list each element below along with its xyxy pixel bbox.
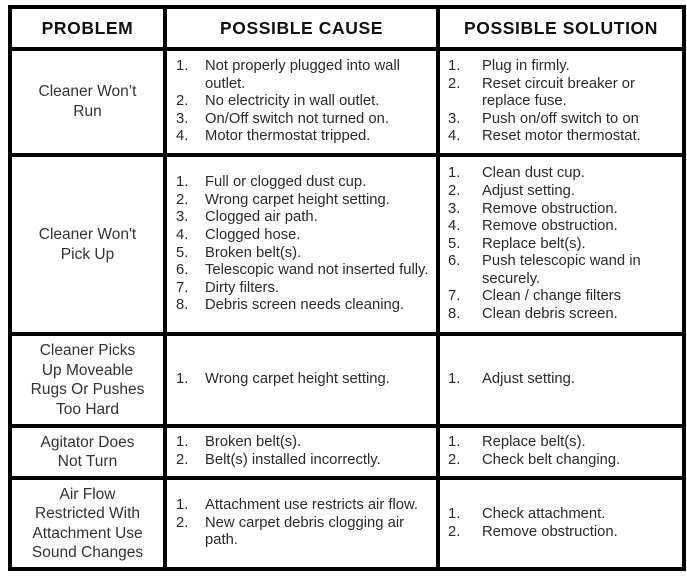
problem-line: Air Flow — [59, 485, 116, 503]
item-text: Push on/off switch to on — [482, 110, 639, 127]
item-number: 3. — [176, 110, 189, 127]
solution-cell — [438, 334, 684, 426]
item-number: 4. — [176, 128, 189, 145]
item-number: 1. — [176, 57, 189, 74]
item-number: 1. — [448, 434, 461, 451]
list-item — [440, 201, 678, 219]
item-text: Replace belt(s). — [482, 434, 586, 451]
list-item — [167, 93, 432, 111]
solution-cell — [438, 155, 684, 334]
list-item — [167, 174, 432, 192]
item-text: Wrong carpet height setting. — [205, 371, 390, 388]
table-row — [10, 478, 684, 569]
item-text: Broken belt(s). — [205, 244, 302, 261]
cause-cell — [165, 49, 438, 155]
item-text: Remove obstruction. — [482, 523, 618, 540]
list-item — [440, 76, 678, 111]
header-row — [10, 7, 684, 49]
item-text: Clogged hose. — [205, 226, 301, 243]
table-row — [10, 49, 684, 155]
item-number: 3. — [448, 110, 461, 127]
item-text: Dirty filters. — [205, 279, 279, 296]
cause-list — [167, 174, 436, 315]
item-number: 8. — [448, 306, 461, 323]
list-item — [440, 506, 678, 524]
list-item — [440, 524, 678, 542]
item-text: Clean / change filters — [482, 288, 622, 305]
item-number: 4. — [448, 218, 461, 235]
cause-list — [167, 371, 436, 389]
list-item — [440, 111, 678, 129]
item-number: 1. — [448, 371, 461, 388]
problem-line: Too Hard — [56, 400, 119, 418]
item-number: 2. — [176, 452, 189, 469]
list-item — [440, 58, 678, 76]
item-text: On/Off switch not turned on. — [205, 110, 389, 127]
problem-line: Cleaner Won't — [38, 226, 137, 243]
list-item — [440, 434, 678, 452]
item-text: Not properly plugged into wall outlet. — [205, 57, 400, 92]
item-number: 6. — [448, 253, 461, 270]
item-text: Clean debris screen. — [482, 306, 618, 323]
cause-list — [167, 58, 436, 146]
list-item — [440, 452, 678, 470]
item-number: 2. — [176, 514, 189, 531]
item-text: Belt(s) installed incorrectly. — [205, 452, 381, 469]
table-row — [10, 334, 684, 426]
item-number: 1. — [176, 497, 189, 514]
item-text: Wrong carpet height setting. — [205, 191, 390, 208]
list-item — [167, 452, 432, 470]
problem-line: Pick Up — [60, 245, 115, 263]
solution-list — [440, 434, 682, 469]
cause-cell — [165, 334, 438, 426]
problem-line: Rugs Or Pushes — [30, 381, 145, 399]
solution-list — [440, 58, 682, 146]
list-item — [167, 128, 432, 146]
problem-line: Sound Changes — [31, 544, 144, 562]
item-text: Adjust setting. — [482, 371, 575, 388]
solution-cell — [438, 478, 684, 569]
problem-cell — [10, 478, 165, 569]
item-number: 1. — [448, 57, 461, 74]
header-problem: PROBLEM — [10, 7, 165, 49]
list-item — [440, 236, 678, 254]
cause-cell — [165, 478, 438, 569]
problem-cell — [10, 426, 165, 478]
item-number: 3. — [176, 209, 189, 226]
list-item — [440, 253, 678, 288]
item-text: Clean dust cup. — [482, 165, 585, 182]
cause-cell — [165, 426, 438, 478]
list-item — [440, 288, 678, 306]
item-number: 3. — [448, 200, 461, 217]
problem-line: Cleaner Won’t — [38, 83, 137, 101]
problem-cell — [10, 49, 165, 155]
item-text: Adjust setting. — [482, 182, 575, 199]
item-text: Remove obstruction. — [482, 218, 618, 235]
item-text: Full or clogged dust cup. — [205, 174, 367, 191]
list-item — [167, 227, 432, 245]
list-item — [440, 165, 678, 183]
item-text: Check attachment. — [482, 506, 606, 523]
problem-line: Cleaner Picks — [39, 342, 136, 360]
item-text: Plug in firmly. — [482, 57, 570, 74]
item-number: 6. — [176, 262, 189, 279]
item-text: Check belt changing. — [482, 452, 621, 469]
item-number: 7. — [176, 279, 189, 296]
cause-list — [167, 434, 436, 469]
item-number: 5. — [448, 235, 461, 252]
item-number: 2. — [448, 452, 461, 469]
item-text: Broken belt(s). — [205, 434, 302, 451]
item-text: Attachment use restricts air flow. — [205, 497, 418, 514]
list-item — [167, 280, 432, 298]
item-text: New carpet debris clogging air path. — [205, 514, 405, 549]
item-number: 1. — [448, 165, 461, 182]
solution-list — [440, 371, 682, 389]
item-text: Clogged air path. — [205, 209, 318, 226]
item-text: Replace belt(s). — [482, 235, 586, 252]
item-number: 1. — [176, 371, 189, 388]
problem-line: Attachment Use — [32, 524, 143, 542]
list-item — [440, 371, 678, 389]
item-number: 2. — [176, 93, 189, 110]
problem-line: Agitator Does — [40, 433, 135, 451]
list-item — [440, 218, 678, 236]
cause-list — [167, 497, 436, 550]
list-item — [167, 58, 432, 93]
list-item — [167, 111, 432, 129]
item-text: Reset motor thermostat. — [482, 128, 641, 145]
problem-cell — [10, 155, 165, 334]
solution-cell — [438, 426, 684, 478]
item-text: Push telescopic wand in securely. — [482, 253, 641, 287]
item-number: 5. — [176, 244, 189, 261]
item-text: Telescopic wand not inserted fully. — [205, 262, 429, 279]
solution-cell — [438, 49, 684, 155]
list-item — [167, 245, 432, 263]
item-number: 1. — [176, 434, 189, 451]
list-item — [440, 306, 678, 324]
header-possible-solution: POSSIBLE SOLUTION — [438, 7, 684, 49]
item-number: 2. — [448, 523, 461, 540]
item-text: Remove obstruction. — [482, 200, 618, 217]
list-item — [167, 434, 432, 452]
item-text: Debris screen needs cleaning. — [205, 297, 405, 314]
table-row — [10, 426, 684, 478]
problem-line: Run — [73, 102, 102, 120]
table-row — [10, 155, 684, 334]
problem-line: Up Moveable — [41, 361, 134, 379]
list-item — [167, 371, 432, 389]
troubleshooting-table — [8, 5, 686, 571]
list-item — [167, 297, 432, 315]
item-number: 4. — [448, 128, 461, 145]
list-item — [167, 515, 432, 550]
item-number: 7. — [448, 288, 461, 305]
item-number: 2. — [448, 182, 461, 199]
item-number: 2. — [176, 191, 189, 208]
list-item — [167, 192, 432, 210]
problem-line: Not Turn — [57, 453, 118, 471]
item-number: 1. — [448, 506, 461, 523]
item-number: 4. — [176, 226, 189, 243]
list-item — [440, 183, 678, 201]
item-text: No electricity in wall outlet. — [205, 93, 380, 110]
cause-cell — [165, 155, 438, 334]
header-possible-cause: POSSIBLE CAUSE — [165, 7, 438, 49]
list-item — [167, 262, 432, 280]
list-item — [440, 128, 678, 146]
list-item — [167, 209, 432, 227]
problem-line: Restricted With — [34, 505, 141, 523]
item-number: 8. — [176, 297, 189, 314]
problem-cell — [10, 334, 165, 426]
solution-list — [440, 506, 682, 541]
item-text: Motor thermostat tripped. — [205, 128, 371, 145]
item-text: Reset circuit breaker or replace fuse. — [482, 75, 635, 110]
solution-list — [440, 165, 682, 323]
item-number: 1. — [176, 174, 189, 191]
item-number: 2. — [448, 75, 461, 92]
list-item — [167, 497, 432, 515]
